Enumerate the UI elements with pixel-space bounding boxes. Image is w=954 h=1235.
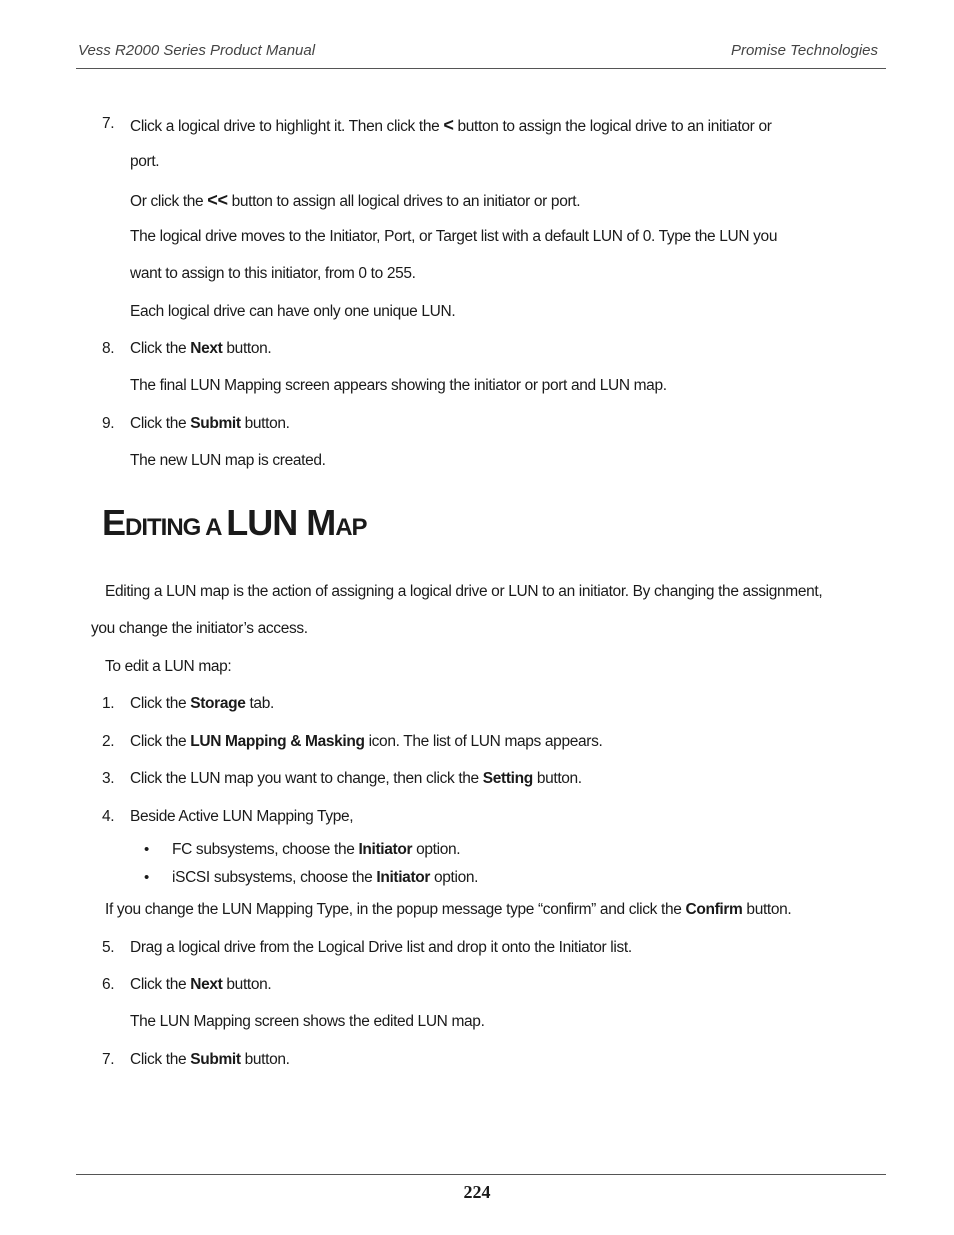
header-manual-title: Vess R2000 Series Product Manual — [78, 42, 316, 59]
edit-step-6-result: The LUN Mapping screen shows the edited LUN map. — [130, 1013, 485, 1030]
step-number: 1. — [102, 695, 115, 712]
page-header — [76, 40, 886, 69]
less-than-glyph: < — [443, 115, 454, 135]
step-number: 6. — [102, 976, 115, 993]
step-number: 8. — [102, 340, 115, 357]
header-company: Promise Technologies — [730, 42, 878, 59]
step-7-result-line-1: The logical drive moves to the Initiator, Port, or Target list with a default LUN of 0. Type the LUN you — [130, 228, 778, 245]
intro-paragraph-line-2: you change the initiator’s access. — [91, 620, 308, 637]
intro-paragraph-line-1: Editing a LUN map is the action of assigning a logical drive or LUN to an initiator. By changing the assignment, — [105, 583, 823, 600]
footer-divider — [76, 1174, 886, 1175]
step-7-text-continued: port. — [130, 153, 160, 170]
step-7-note: Each logical drive can have only one unique LUN. — [130, 303, 456, 320]
step-number: 5. — [102, 939, 115, 956]
edit-step-5: Drag a logical drive from the Logical Drive list and drop it onto the Initiator list. — [130, 939, 632, 956]
bullet-marker: • — [144, 841, 149, 858]
bullet-marker: • — [144, 869, 149, 886]
edit-step-1: Click the Storage tab. — [130, 695, 274, 712]
step-number: 9. — [102, 415, 115, 432]
edit-step-4: Beside Active LUN Mapping Type, — [130, 808, 354, 825]
edit-step-3: Click the LUN map you want to change, then click the Setting button. — [130, 770, 582, 787]
edit-step-7: Click the Submit button. — [130, 1051, 290, 1068]
page-number: 224 — [463, 1182, 491, 1202]
step-number: 7. — [102, 115, 115, 132]
double-less-than-glyph: << — [207, 190, 228, 210]
edit-step-2: Click the LUN Mapping & Masking icon. The list of LUN maps appears. — [130, 733, 603, 750]
step-7-result-line-2: want to assign to this initiator, from 0 to 255. — [130, 265, 416, 282]
step-9-text: Click the Submit button. — [130, 415, 290, 432]
edit-step-6: Click the Next button. — [130, 976, 272, 993]
step-7-alternative: Or click the << button to assign all logical drives to an initiator or port. — [130, 190, 581, 210]
section-heading: EDITING A LUN MAP — [102, 502, 367, 543]
bullet-iscsi: iSCSI subsystems, choose the Initiator option. — [172, 869, 479, 886]
step-7-text: Click a logical drive to highlight it. Then click the < button to assign the logical drive to an initiator or — [130, 115, 772, 135]
bullet-fc: FC subsystems, choose the Initiator option. — [172, 841, 461, 858]
step-number: 2. — [102, 733, 115, 750]
step-9-result: The new LUN map is created. — [130, 452, 326, 469]
mapping-type-note: If you change the LUN Mapping Type, in the popup message type “confirm” and click the Confirm button. — [105, 901, 792, 918]
step-number: 3. — [102, 770, 115, 787]
step-8-result: The final LUN Mapping screen appears showing the initiator or port and LUN map. — [130, 377, 667, 394]
step-number: 7. — [102, 1051, 115, 1068]
step-number: 4. — [102, 808, 115, 825]
step-8-text: Click the Next button. — [130, 340, 272, 357]
intro-lead-in: To edit a LUN map: — [105, 658, 232, 675]
